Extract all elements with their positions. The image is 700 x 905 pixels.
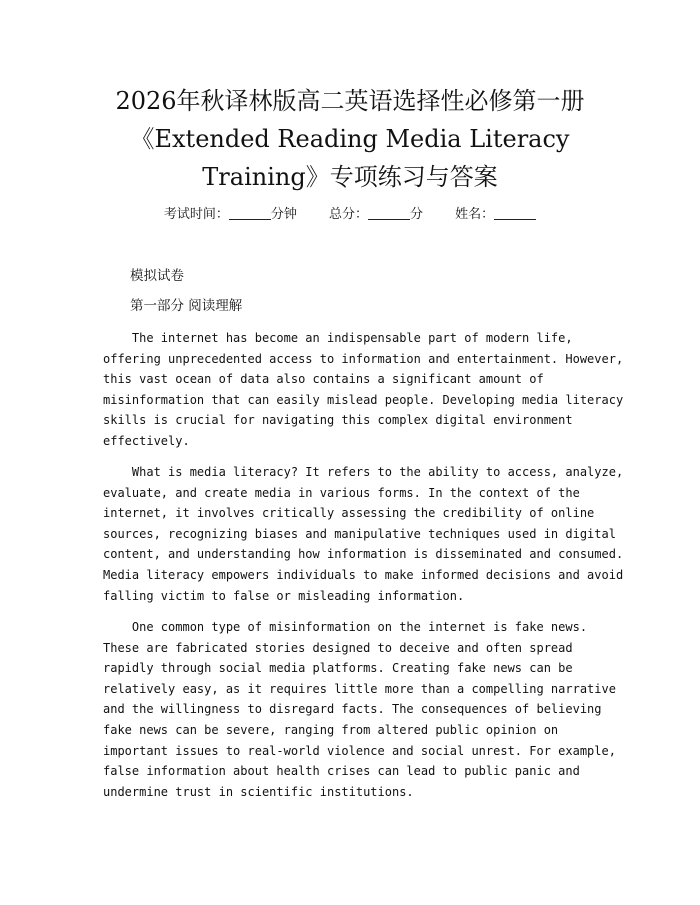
paragraph-line: undermine trust in scientific institutions.	[103, 784, 414, 799]
part-heading: 第一部分 阅读理解	[130, 298, 243, 314]
student-name-label: 姓名：	[455, 207, 495, 222]
paragraph-line: rapidly through social media platforms. Creating fake news can be	[103, 661, 573, 676]
paragraph-line: fake news can be severe, ranging from altered public opinion on	[103, 722, 559, 737]
student-name-field	[455, 205, 536, 225]
paragraph-line: internet, it involves critically assessing the credibility of online	[103, 506, 595, 521]
paragraph-line: this vast ocean of data also contains a significant amount of	[103, 372, 544, 387]
title-line-3: Training》专项练习与答案	[202, 163, 498, 191]
paragraph-line: effectively.	[103, 433, 190, 448]
title-line-1: 2026年秋译林版高二英语选择性必修第一册	[115, 87, 585, 115]
paragraph-line: Media literacy empowers individuals to make informed decisions and avoid	[103, 567, 624, 582]
paragraph-line: relatively easy, as it requires little more than a compelling narrative	[103, 681, 616, 696]
exam-info-line	[0, 205, 700, 225]
exam-time-blank	[229, 205, 271, 220]
paragraph-line: What is media literacy? It refers to the ability to access, analyze,	[103, 465, 624, 479]
paragraph-line: important issues to real-world violence and social unrest. For example,	[103, 743, 616, 758]
paragraph-line: skills is crucial for navigating this complex digital environment	[103, 413, 573, 428]
paper-label: 模拟试卷	[130, 268, 184, 284]
paragraph-line: These are fabricated stories designed to deceive and often spread	[103, 640, 573, 655]
paragraph-line: falling victim to false or misleading information.	[103, 588, 465, 603]
passage-paragraph-3	[103, 617, 616, 802]
paragraph-line: offering unprecedented access to information and entertainment. However,	[103, 351, 624, 366]
paragraph-line: One common type of misinformation on the internet is fake news.	[103, 620, 588, 634]
paragraph-line: and the willingness to disregard facts. The consequences of believing	[103, 702, 602, 717]
total-score-field	[329, 205, 423, 225]
exam-time-label: 考试时间：	[163, 207, 229, 222]
paragraph-line: misinformation that can easily mislead people. Developing media literacy	[103, 392, 624, 407]
total-score-unit: 分	[410, 207, 424, 222]
passage-paragraph-2	[103, 462, 624, 606]
paragraph-line: sources, recognizing biases and manipulative techniques used in digital	[103, 526, 616, 541]
paragraph-line: The internet has become an indispensable part of modern life,	[103, 331, 573, 345]
paragraph-line: false information about health crises can lead to public panic and	[103, 764, 580, 779]
passage-paragraph-1	[103, 328, 624, 452]
student-name-blank	[494, 205, 536, 220]
document-title	[40, 82, 660, 196]
paragraph-line: evaluate, and create media in various forms. In the context of the	[103, 485, 580, 500]
total-score-blank	[368, 205, 410, 220]
paragraph-line: content, and understanding how information is disseminated and consumed.	[103, 547, 624, 562]
exam-time-field	[164, 205, 297, 225]
title-line-2: 《Extended Reading Media Literacy	[130, 125, 570, 153]
total-score-label: 总分：	[328, 207, 368, 222]
exam-time-unit: 分钟	[270, 207, 297, 222]
